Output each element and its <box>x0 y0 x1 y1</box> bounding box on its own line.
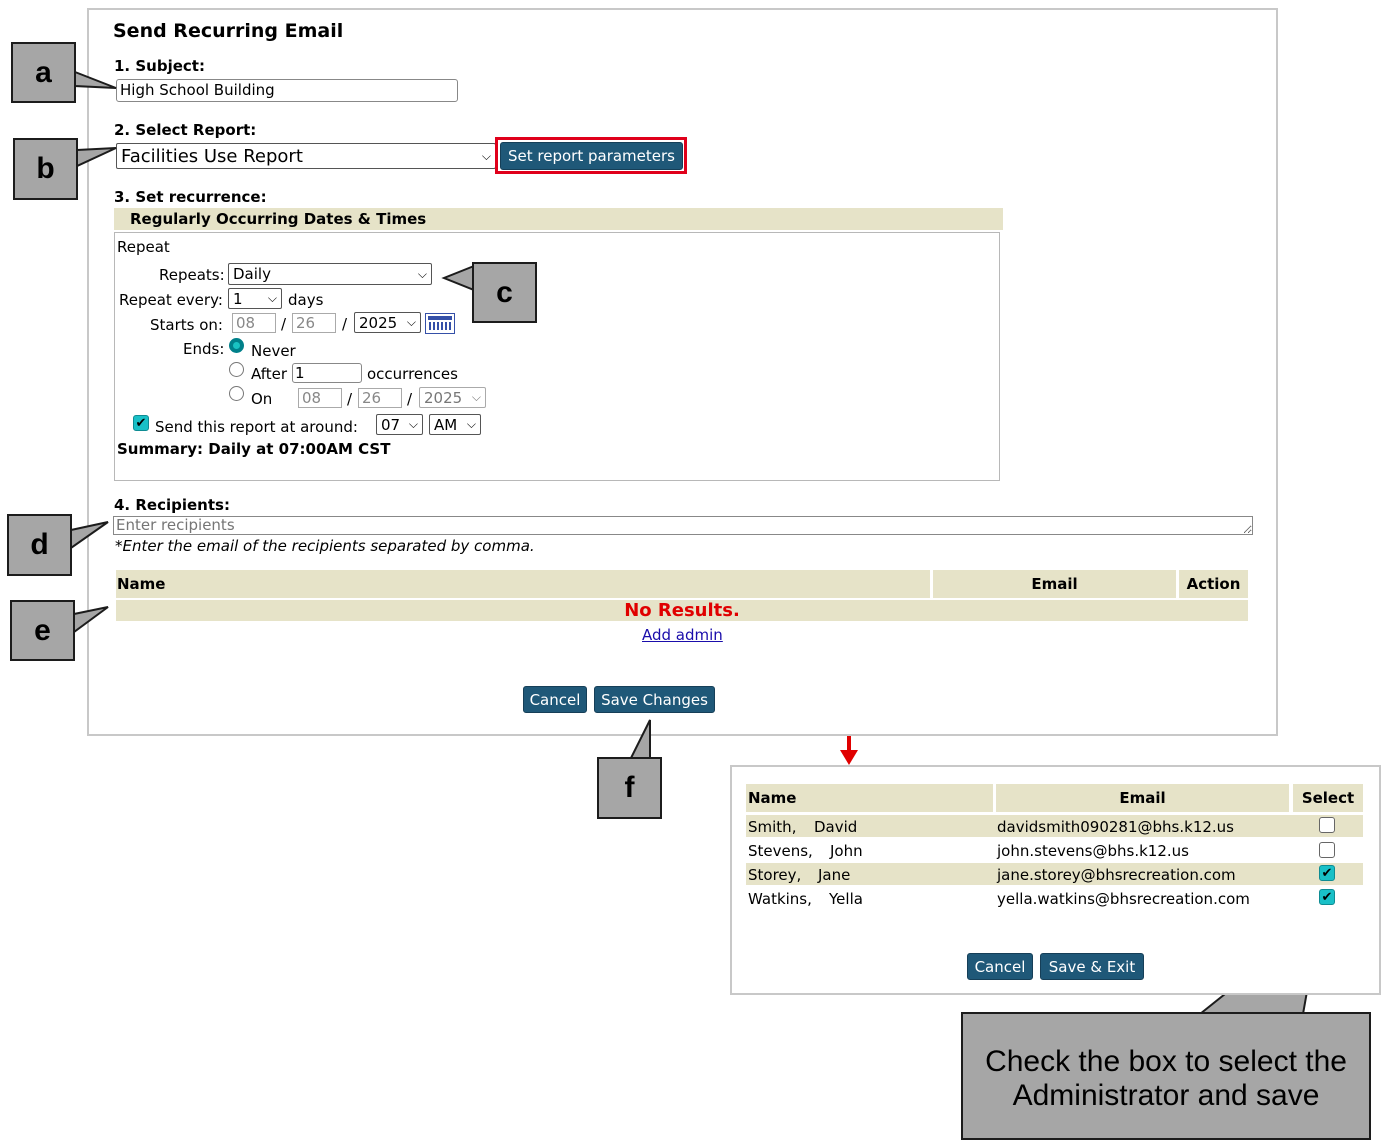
callout-e: e <box>10 600 75 661</box>
table-header-name: Name <box>116 570 930 598</box>
callout-pointer-f <box>630 720 650 760</box>
note-line-2: Administrator and save <box>1012 1079 1320 1112</box>
save-changes-button[interactable]: Save Changes <box>594 686 715 713</box>
send-ampm-value: AM <box>434 415 458 434</box>
send-around-label: Send this report at around: <box>155 418 358 436</box>
table-header-action: Action <box>1179 570 1248 598</box>
chevron-down-icon: ⌵ <box>408 417 418 431</box>
callout-pointer-a <box>75 72 116 88</box>
report-select-value: Facilities Use Report <box>121 145 303 167</box>
ends-on-year-value: 2025 <box>424 388 463 407</box>
date-separator: / <box>407 390 413 408</box>
callout-pointer-c <box>444 266 474 290</box>
starts-on-label: Starts on: <box>150 316 223 334</box>
row-last-name: Smith, <box>748 818 797 836</box>
row-first-name: John <box>830 842 863 860</box>
ends-on-label: On <box>251 390 273 408</box>
ends-never-label: Never <box>251 342 296 360</box>
starts-year-value: 2025 <box>359 313 398 332</box>
starts-month-input[interactable]: 08 <box>232 313 276 333</box>
cancel-button[interactable]: Cancel <box>523 686 587 713</box>
row-email: davidsmith090281@bhs.k12.us <box>997 818 1234 836</box>
recurrence-header-text: Regularly Occurring Dates & Times <box>130 210 427 228</box>
ends-on-month-input[interactable]: 08 <box>298 388 342 408</box>
popup-header-email: Email <box>996 784 1289 812</box>
subject-label: 1. Subject: <box>114 57 205 75</box>
callout-a: a <box>11 42 76 103</box>
row-first-name: Yella <box>829 890 863 908</box>
add-admin-link[interactable]: Add admin <box>642 626 723 644</box>
row-select-checkbox[interactable]: ✔ <box>1319 865 1335 881</box>
row-last-name: Stevens, <box>748 842 813 860</box>
repeat-title: Repeat <box>117 238 170 256</box>
starts-day-input[interactable]: 26 <box>292 313 336 333</box>
note-line-1: Check the box to select the <box>985 1045 1347 1078</box>
subject-input[interactable]: High School Building <box>116 79 458 102</box>
callout-pointer-d <box>71 522 108 548</box>
date-separator: / <box>281 315 287 333</box>
repeat-every-value: 1 <box>233 289 243 308</box>
ends-label: Ends: <box>183 340 225 358</box>
popup-header-select: Select <box>1293 784 1363 812</box>
row-email: yella.watkins@bhsrecreation.com <box>997 890 1250 908</box>
page-title: Send Recurring Email <box>113 20 344 42</box>
row-email: jane.storey@bhsrecreation.com <box>997 866 1236 884</box>
repeat-every-unit: days <box>288 291 324 309</box>
callout-d: d <box>7 514 72 576</box>
chevron-down-icon: ⌵ <box>267 291 277 305</box>
no-results-message: No Results. <box>116 600 1248 621</box>
chevron-down-icon: ⌵ <box>471 390 481 404</box>
select-report-label: 2. Select Report: <box>114 121 257 139</box>
repeats-select-value: Daily <box>233 265 271 283</box>
callout-pointer-b <box>77 148 116 166</box>
callout-pointer-e <box>74 607 108 632</box>
set-recurrence-label: 3. Set recurrence: <box>114 188 267 206</box>
set-report-parameters-button[interactable]: Set report parameters <box>500 142 683 170</box>
summary-text: Summary: Daily at 07:00AM CST <box>117 440 391 458</box>
row-first-name: Jane <box>818 866 851 884</box>
callout-f: f <box>597 757 662 819</box>
chevron-down-icon: ⌵ <box>466 417 476 431</box>
date-separator: / <box>342 315 348 333</box>
row-last-name: Watkins, <box>748 890 812 908</box>
recipients-hint: *Enter the email of the recipients separated by comma. <box>115 537 535 555</box>
row-first-name: David <box>814 818 858 836</box>
ends-after-label: After <box>251 365 288 383</box>
popup-header-name: Name <box>746 784 993 812</box>
popup-cancel-button[interactable]: Cancel <box>967 953 1033 980</box>
repeat-every-label: Repeat every: <box>119 291 223 309</box>
recipients-label: 4. Recipients: <box>114 496 230 514</box>
send-hour-value: 07 <box>381 415 401 434</box>
row-select-checkbox[interactable] <box>1319 817 1335 833</box>
table-header-email: Email <box>933 570 1176 598</box>
occurrences-label: occurrences <box>367 365 458 383</box>
row-select-checkbox[interactable]: ✔ <box>1319 889 1335 905</box>
repeats-label: Repeats: <box>159 266 225 284</box>
date-separator: / <box>347 390 353 408</box>
callout-c: c <box>472 262 537 323</box>
chevron-down-icon: ⌵ <box>406 315 416 329</box>
instruction-note <box>961 1012 1371 1140</box>
row-last-name: Storey, <box>748 866 802 884</box>
occurrences-input[interactable]: 1 <box>292 363 362 383</box>
chevron-down-icon: ⌵ <box>417 266 427 281</box>
row-email: john.stevens@bhs.k12.us <box>997 842 1189 860</box>
send-around-checkbox[interactable]: ✔ <box>133 415 149 431</box>
callout-b: b <box>13 138 78 200</box>
save-exit-button[interactable]: Save & Exit <box>1040 953 1144 980</box>
chevron-down-icon: ⌵ <box>481 148 491 163</box>
ends-on-day-input[interactable]: 26 <box>358 388 402 408</box>
row-select-checkbox[interactable] <box>1319 842 1335 858</box>
